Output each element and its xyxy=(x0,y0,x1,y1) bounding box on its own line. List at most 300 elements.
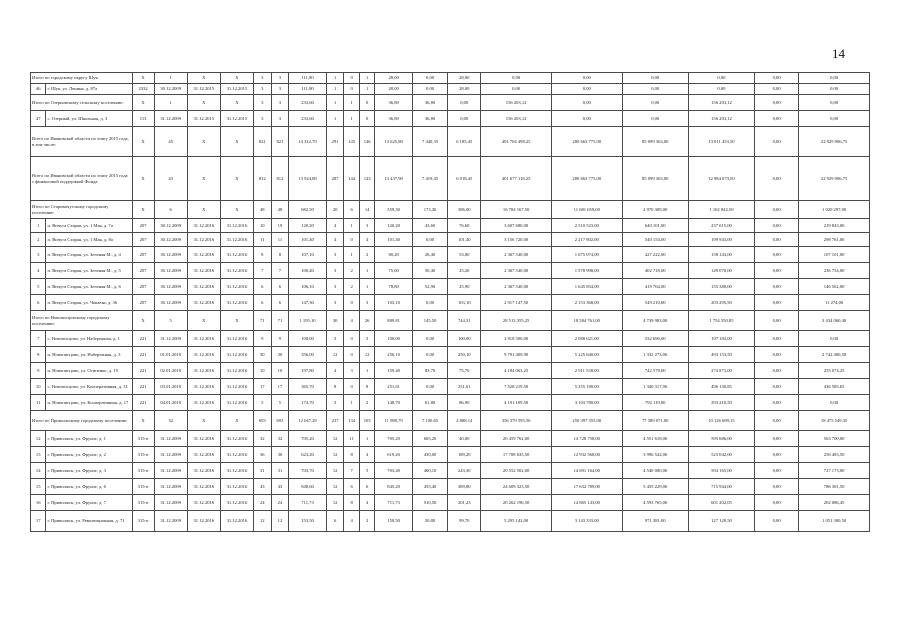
table-cell: 430,00 xyxy=(412,447,447,463)
table-cell: 1 xyxy=(359,73,374,84)
table-cell: 31.12.2016 xyxy=(187,511,220,532)
table-cell: 1 xyxy=(359,363,374,379)
table-cell: 1 xyxy=(359,84,374,95)
table-cell: 315-п xyxy=(132,431,154,447)
table-row xyxy=(31,363,870,379)
table-cell: 2 510 523,00 xyxy=(551,219,622,233)
table-cell: 10 126 689,15 xyxy=(688,411,754,431)
table-cell: 845,20 xyxy=(375,479,413,495)
table-cell: 274 873,00 xyxy=(688,363,754,379)
table-cell: с. Новописцово, ул. Набережная, д. 1 xyxy=(46,331,132,347)
table-cell: 7 100,65 xyxy=(412,411,447,431)
table-cell: 0,00 xyxy=(755,411,799,431)
table-cell: 3 xyxy=(253,73,271,84)
table-cell: 9 791 409,90 xyxy=(481,347,552,363)
table-cell: 4 540 000,00 xyxy=(622,463,688,479)
table-cell: 101,40 xyxy=(289,233,327,247)
table-cell: г. Приволжск, ул. Революционная, д. 71 xyxy=(46,511,132,532)
table-cell: 1 xyxy=(31,219,46,233)
table-cell: 0,00 xyxy=(688,84,754,95)
table-cell: 6 xyxy=(253,295,271,311)
table-cell: 0,00 xyxy=(755,431,799,447)
table-cell: 10 xyxy=(271,363,289,379)
table-cell: 0 xyxy=(359,111,374,127)
table-cell: 203 295,50 xyxy=(688,295,754,311)
table-cell: 10 xyxy=(253,363,271,379)
table-cell: 156 203,12 xyxy=(481,111,552,127)
table-cell: 20 552 502,00 xyxy=(481,463,552,479)
table-cell: 19 xyxy=(271,219,289,233)
table-cell: 1 754 550,85 xyxy=(688,311,754,331)
table-cell: 4 xyxy=(344,511,359,532)
table-cell: 40,00 xyxy=(448,431,481,447)
table-cell: 12 xyxy=(326,347,344,363)
table-cell: 28,00 xyxy=(448,84,481,95)
table-cell: 540 154,00 xyxy=(622,233,688,247)
table-cell: 5 xyxy=(253,395,271,411)
table-cell: 496 130,85 xyxy=(688,379,754,395)
table-cell: 0 xyxy=(359,95,374,111)
table-cell: X xyxy=(220,95,253,111)
table-cell: 156 203,12 xyxy=(688,111,754,127)
table-cell: 9 xyxy=(271,331,289,347)
table-cell: 31.12.2009 xyxy=(154,479,187,495)
table-cell: 727 173,00 xyxy=(799,463,870,479)
table-cell: 31.12.2016 xyxy=(187,463,220,479)
table-cell: 101,40 xyxy=(375,233,413,247)
table-cell: 14 xyxy=(359,201,374,219)
table-cell: 30.12.2009 xyxy=(154,263,187,279)
table-cell: 145 xyxy=(344,127,359,157)
table-cell: 11 xyxy=(344,431,359,447)
table-cell: 3 xyxy=(31,247,46,263)
table-cell: 5 255 180,00 xyxy=(551,379,622,395)
table-cell: 24 xyxy=(271,495,289,511)
table-cell: 12 xyxy=(359,347,374,363)
table-cell: 71 xyxy=(253,311,271,331)
table-cell: 4 xyxy=(31,263,46,279)
table-cell: 153,50 xyxy=(289,511,327,532)
table-cell: 0 xyxy=(344,233,359,247)
table-cell: 4 xyxy=(326,363,344,379)
table-cell: 31.12.2016 xyxy=(187,431,220,447)
table-cell: 127 128,50 xyxy=(688,511,754,532)
table-cell: 1 332 273,00 xyxy=(622,347,688,363)
table-cell: 02.01.2010 xyxy=(154,363,187,379)
table-cell: 0,00 xyxy=(755,84,799,95)
table-cell: 460,10 xyxy=(412,463,447,479)
table-cell: 2 367 540,00 xyxy=(481,263,552,279)
table-cell: 71 xyxy=(271,311,289,331)
table-cell: 61,80 xyxy=(412,395,447,411)
table-cell: 0,00 xyxy=(755,447,799,463)
table-cell: 31.12.2016 xyxy=(220,447,253,463)
table-row xyxy=(31,511,870,532)
table-cell: 8 xyxy=(326,379,344,395)
table-cell: 3 xyxy=(271,73,289,84)
table-cell: 8 xyxy=(344,447,359,463)
table-cell: 158 143,00 xyxy=(688,247,754,263)
table-cell: 0,00 xyxy=(755,233,799,247)
table-cell: 315-п xyxy=(132,495,154,511)
table-cell: 0,00 xyxy=(448,111,481,127)
table-cell: 2 xyxy=(31,233,46,247)
table-cell: 12 xyxy=(326,447,344,463)
table-cell: 0,00 xyxy=(412,73,447,84)
table-cell: 0,00 xyxy=(755,295,799,311)
table-cell: 2 xyxy=(359,395,374,411)
table-cell: 173,30 xyxy=(412,201,447,219)
table-cell: 25,90 xyxy=(448,279,481,295)
table-cell: 4 191 109,50 xyxy=(481,395,552,411)
table-cell: 30.12.2009 xyxy=(154,233,187,247)
table-cell: 20 459 762,00 xyxy=(481,431,552,447)
table-cell: 36,80 xyxy=(412,95,447,111)
table-cell: 0,00 xyxy=(412,233,447,247)
table-cell: 18 475 549,35 xyxy=(799,411,870,431)
table-cell: 523 042,00 xyxy=(688,447,754,463)
table-cell: 5 xyxy=(359,463,374,479)
table-cell: 0,00 xyxy=(755,347,799,363)
table-cell: 75,60 xyxy=(375,263,413,279)
table-cell: 12 932 568,00 xyxy=(551,447,622,463)
table-cell: 43 xyxy=(271,479,289,495)
table-cell: 3 xyxy=(326,279,344,295)
table-cell: 45 xyxy=(154,127,187,157)
table-cell: 3 xyxy=(326,395,344,411)
table-cell: 1 xyxy=(344,111,359,127)
table-cell: 12 xyxy=(326,479,344,495)
table-cell: 120,20 xyxy=(375,219,413,233)
table-cell: 4 xyxy=(326,233,344,247)
table-cell: 7 xyxy=(253,263,271,279)
table-cell: Итого по городскому округу Шуя: xyxy=(31,73,133,84)
table-cell: 7 528 219,50 xyxy=(481,379,552,395)
table-cell: 0,00 xyxy=(755,111,799,127)
table-cell: 31.12.2016 xyxy=(187,363,220,379)
table-cell: 14 312,79 xyxy=(289,127,327,157)
table-row-total xyxy=(31,201,870,219)
table-cell: 594 165,00 xyxy=(688,463,754,479)
table-cell: 31.12.2016 xyxy=(220,511,253,532)
table-cell: 287 xyxy=(326,157,344,201)
table-cell: 31.12.2009 xyxy=(154,431,187,447)
table-cell: 31.12.2015 xyxy=(187,111,220,127)
table-cell: 11 xyxy=(271,233,289,247)
table-cell: 0 xyxy=(344,331,359,347)
table-cell: 12 xyxy=(326,431,344,447)
table-cell: 1 102 842,50 xyxy=(688,201,754,219)
table-cell: 0,00 xyxy=(622,111,688,127)
table-cell: 2 367 540,00 xyxy=(481,247,552,263)
table-cell: 821 xyxy=(271,127,289,157)
table-cell: 8 xyxy=(359,379,374,395)
table-cell: 148,70 xyxy=(375,395,413,411)
table-cell: 0 xyxy=(344,347,359,363)
table-cell: 455,40 xyxy=(412,479,447,495)
table-cell: 77 389 071,00 xyxy=(622,411,688,431)
table-cell: Итого по Новописцовскому городскому поселению: xyxy=(31,311,133,331)
table-cell: 31.12.2016 xyxy=(220,279,253,295)
table-cell: 0,00 xyxy=(755,263,799,279)
table-cell: 31.12.2016 xyxy=(220,331,253,347)
table-cell: 4 888,14 xyxy=(448,411,481,431)
table-cell: 6 185,45 xyxy=(448,127,481,157)
table-cell: 3 xyxy=(326,263,344,279)
table-cell: 31.12.2016 xyxy=(187,347,220,363)
table-row xyxy=(31,233,870,247)
table-cell: 389,80 xyxy=(448,479,481,495)
table-cell: 24 xyxy=(253,495,271,511)
table-cell: 549 210,00 xyxy=(622,295,688,311)
table-cell: 703,70 xyxy=(289,463,327,479)
table-cell: 11 xyxy=(31,395,46,411)
table-row xyxy=(31,431,870,447)
table-cell: 3 xyxy=(344,363,359,379)
table-cell: 31.12.2016 xyxy=(220,463,253,479)
table-cell: 0,00 xyxy=(755,311,799,331)
table-cell: 32 xyxy=(253,431,271,447)
table-cell: 711,73 xyxy=(289,495,327,511)
table-cell: 315-п xyxy=(132,479,154,495)
table-cell: 251,61 xyxy=(375,379,413,395)
table-row xyxy=(31,295,870,311)
table-cell: 31.12.2016 xyxy=(187,447,220,463)
table-cell: 36,80 xyxy=(412,111,447,127)
table-cell: 0,00 xyxy=(551,111,622,127)
table-cell: 103,10 xyxy=(448,295,481,311)
table-cell: г. Приволжск, ул. Фрунзе, д. 6 xyxy=(46,479,132,495)
table-cell: 291 xyxy=(326,127,344,157)
table-cell: п. Новописцово, ул. Кооперативная, д. 17 xyxy=(46,395,132,411)
table-cell: 0,00 xyxy=(412,84,447,95)
table-cell: 2332 xyxy=(132,84,154,95)
table-cell: 120,20 xyxy=(289,219,327,233)
table-cell: 0,00 xyxy=(688,73,754,84)
table-cell: 4 184 063,25 xyxy=(481,363,552,379)
table-cell: 1 xyxy=(344,95,359,111)
table-cell: 156 203,12 xyxy=(481,95,552,111)
table-cell: 640 101,00 xyxy=(622,219,688,233)
table-cell: 26,40 xyxy=(412,247,447,263)
table-cell: X xyxy=(220,311,253,331)
table-cell: 233,60 xyxy=(289,111,327,127)
table-cell: 43,60 xyxy=(412,219,447,233)
table-cell: 134 xyxy=(344,411,359,431)
table-cell: 4 xyxy=(359,233,374,247)
table-cell: 17 632 789,00 xyxy=(551,479,622,495)
table-cell: 0 xyxy=(344,84,359,95)
table-cell: 113 xyxy=(132,111,154,127)
table-cell: 1 675 074,00 xyxy=(551,247,622,263)
table-cell: 5 xyxy=(154,311,187,331)
table-cell: 221 xyxy=(132,347,154,363)
table-cell: 31.12.2016 xyxy=(220,395,253,411)
table-cell: 623,20 xyxy=(289,447,327,463)
table-cell: 3 xyxy=(271,95,289,111)
table-cell: 2 xyxy=(359,247,374,263)
table-cell: 250,10 xyxy=(375,347,413,363)
table-cell: 221 xyxy=(132,395,154,411)
table-cell: 31.12.2015 xyxy=(187,84,220,95)
table-cell: 812 xyxy=(253,157,271,201)
table-cell: 16 xyxy=(31,495,46,511)
table-cell: 1 578 998,00 xyxy=(551,263,622,279)
table-cell: 3 xyxy=(359,219,374,233)
table-cell: 107,10 xyxy=(289,247,327,263)
table-cell: 237 xyxy=(326,411,344,431)
table-cell: 7 xyxy=(271,263,289,279)
table-cell: 197 183,00 xyxy=(688,331,754,347)
table-cell: 703,40 xyxy=(375,463,413,479)
table-cell: 31.12.2009 xyxy=(154,331,187,347)
table-cell: 32 xyxy=(154,411,187,431)
table-cell: 742 578,00 xyxy=(622,363,688,379)
table-cell: 36 xyxy=(271,447,289,463)
table-cell: 0 xyxy=(344,295,359,311)
table-cell: 199 943,00 xyxy=(688,233,754,247)
table-cell: 197,80 xyxy=(289,363,327,379)
table-cell: 202 086,45 xyxy=(799,495,870,511)
table-cell: X xyxy=(187,411,220,431)
table-cell: п. Новописцово, ул. Осипенко, д. 19 xyxy=(46,363,132,379)
table-cell: 0,00 xyxy=(755,479,799,495)
table-cell: 30.12.2009 xyxy=(154,219,187,233)
table-cell: 13 625,80 xyxy=(375,127,413,157)
table-cell: 3 143 333,00 xyxy=(551,511,622,532)
table-cell: 2 088 621,00 xyxy=(551,331,622,347)
table-row-total xyxy=(31,157,870,201)
table-cell: 31.12.2016 xyxy=(187,233,220,247)
table-cell: 83,70 xyxy=(412,363,447,379)
table-cell: 221 xyxy=(132,379,154,395)
table-cell: г. Приволжск, ул. Фрунзе, д. 3 xyxy=(46,463,132,479)
table-cell: 32 xyxy=(271,431,289,447)
table-cell: 280 663 775,00 xyxy=(551,127,622,157)
table-cell: X xyxy=(132,411,154,431)
table-cell: п. Новописцово, ул. Набережная, д. 3 xyxy=(46,347,132,363)
housing-register-table xyxy=(30,72,870,532)
table-cell: 31.12.2016 xyxy=(220,219,253,233)
table-cell: 145,50 xyxy=(412,311,447,331)
table-cell: 99,70 xyxy=(448,511,481,532)
table-cell: 6 xyxy=(344,479,359,495)
table-cell: 15 xyxy=(31,479,46,495)
table-cell: 250 397 355,00 xyxy=(551,411,622,431)
table-cell: 16 784 167,50 xyxy=(481,201,552,219)
table-cell: 4 xyxy=(344,311,359,331)
table-cell: 0,00 xyxy=(755,127,799,157)
table-cell: 6 xyxy=(271,295,289,311)
table-cell: 150,50 xyxy=(375,511,413,532)
table-cell: 1 xyxy=(359,263,374,279)
table-cell: 2 911 538,00 xyxy=(551,363,622,379)
table-cell: 31.12.2009 xyxy=(154,463,187,479)
table-cell: 31.12.2016 xyxy=(220,347,253,363)
table-cell: 0,00 xyxy=(799,395,870,411)
table-cell: 1 xyxy=(344,395,359,411)
table-cell: 0,00 xyxy=(755,395,799,411)
table-cell: 3 996 542,00 xyxy=(622,447,688,463)
table-cell: 0,00 xyxy=(755,247,799,263)
table-cell: 715 944,00 xyxy=(688,479,754,495)
table-cell: 10 xyxy=(31,379,46,395)
table-cell: 0,00 xyxy=(799,111,870,127)
table-cell: X xyxy=(132,73,154,84)
table-cell: 46 xyxy=(31,84,46,95)
table-cell: 1 xyxy=(359,431,374,447)
table-cell: 436 585,65 xyxy=(799,379,870,395)
table-cell: 31.12.2016 xyxy=(220,431,253,447)
table-cell: 30 xyxy=(253,347,271,363)
table-cell: 22 929 906,75 xyxy=(799,157,870,201)
table-cell: 2 153 368,00 xyxy=(551,295,622,311)
table-cell: 0,00 xyxy=(799,84,870,95)
table-cell: X xyxy=(132,127,154,157)
table-cell: 111,80 xyxy=(289,84,327,95)
table-cell: 510,50 xyxy=(412,495,447,511)
table-cell: 28,00 xyxy=(375,73,413,84)
table-cell: п. Вичуга Старая, ул. Зеленая М., д. 4 xyxy=(46,247,132,263)
table-cell: 1 xyxy=(326,111,344,127)
table-cell: 36,80 xyxy=(375,111,413,127)
table-cell: 889,81 xyxy=(375,311,413,331)
table-cell: 821 xyxy=(253,127,271,157)
table-cell: 2 742 400,50 xyxy=(799,347,870,363)
table-cell: 3 xyxy=(359,331,374,347)
table-cell: 17 xyxy=(271,379,289,395)
table-cell: п. Вичуга Старая, ул. Зеленая М., д. 6 xyxy=(46,279,132,295)
table-cell: 31.12.2009 xyxy=(154,447,187,463)
table-cell: 30.12.2009 xyxy=(154,247,187,263)
table-cell: 8 xyxy=(344,495,359,511)
table-cell: X xyxy=(220,157,253,201)
table-cell: 0,00 xyxy=(755,379,799,395)
table-cell: 0,00 xyxy=(755,219,799,233)
table-cell: 20 xyxy=(326,201,344,219)
table-cell: 207 xyxy=(132,295,154,311)
table-cell: 2 970 309,00 xyxy=(622,201,688,219)
table-cell: 0,00 xyxy=(799,73,870,84)
table-cell: 107 101,00 xyxy=(799,247,870,263)
table-cell: 0,00 xyxy=(755,495,799,511)
table-cell: 6 xyxy=(31,295,46,311)
table-cell: X xyxy=(132,95,154,111)
table-cell: 12 047,29 xyxy=(289,411,327,431)
table-cell: 419 764,00 xyxy=(622,279,688,295)
table-cell: 1 195,10 xyxy=(289,311,327,331)
table-cell: 17 xyxy=(253,379,271,395)
table-cell: 0,00 xyxy=(622,73,688,84)
table-cell: 0,00 xyxy=(551,73,622,84)
table-cell: 1 xyxy=(326,84,344,95)
table-cell: 12 xyxy=(271,511,289,532)
table-cell: 147,30 xyxy=(289,295,327,311)
table-cell: 3 xyxy=(326,331,344,347)
table-cell: 1 xyxy=(344,247,359,263)
table-cell: 693 xyxy=(253,411,271,431)
table-cell: 7 xyxy=(31,331,46,347)
table-cell: 2 217 802,00 xyxy=(551,233,622,247)
table-cell: 5 295 142,00 xyxy=(481,511,552,532)
table-row-total xyxy=(31,127,870,157)
table-cell: X xyxy=(220,411,253,431)
table-row-total xyxy=(31,411,870,431)
table-cell: 28,00 xyxy=(448,73,481,84)
table-cell: 2 818 500,00 xyxy=(481,331,552,347)
table-cell: 298 761,00 xyxy=(799,233,870,247)
table-cell: 0,00 xyxy=(799,95,870,111)
